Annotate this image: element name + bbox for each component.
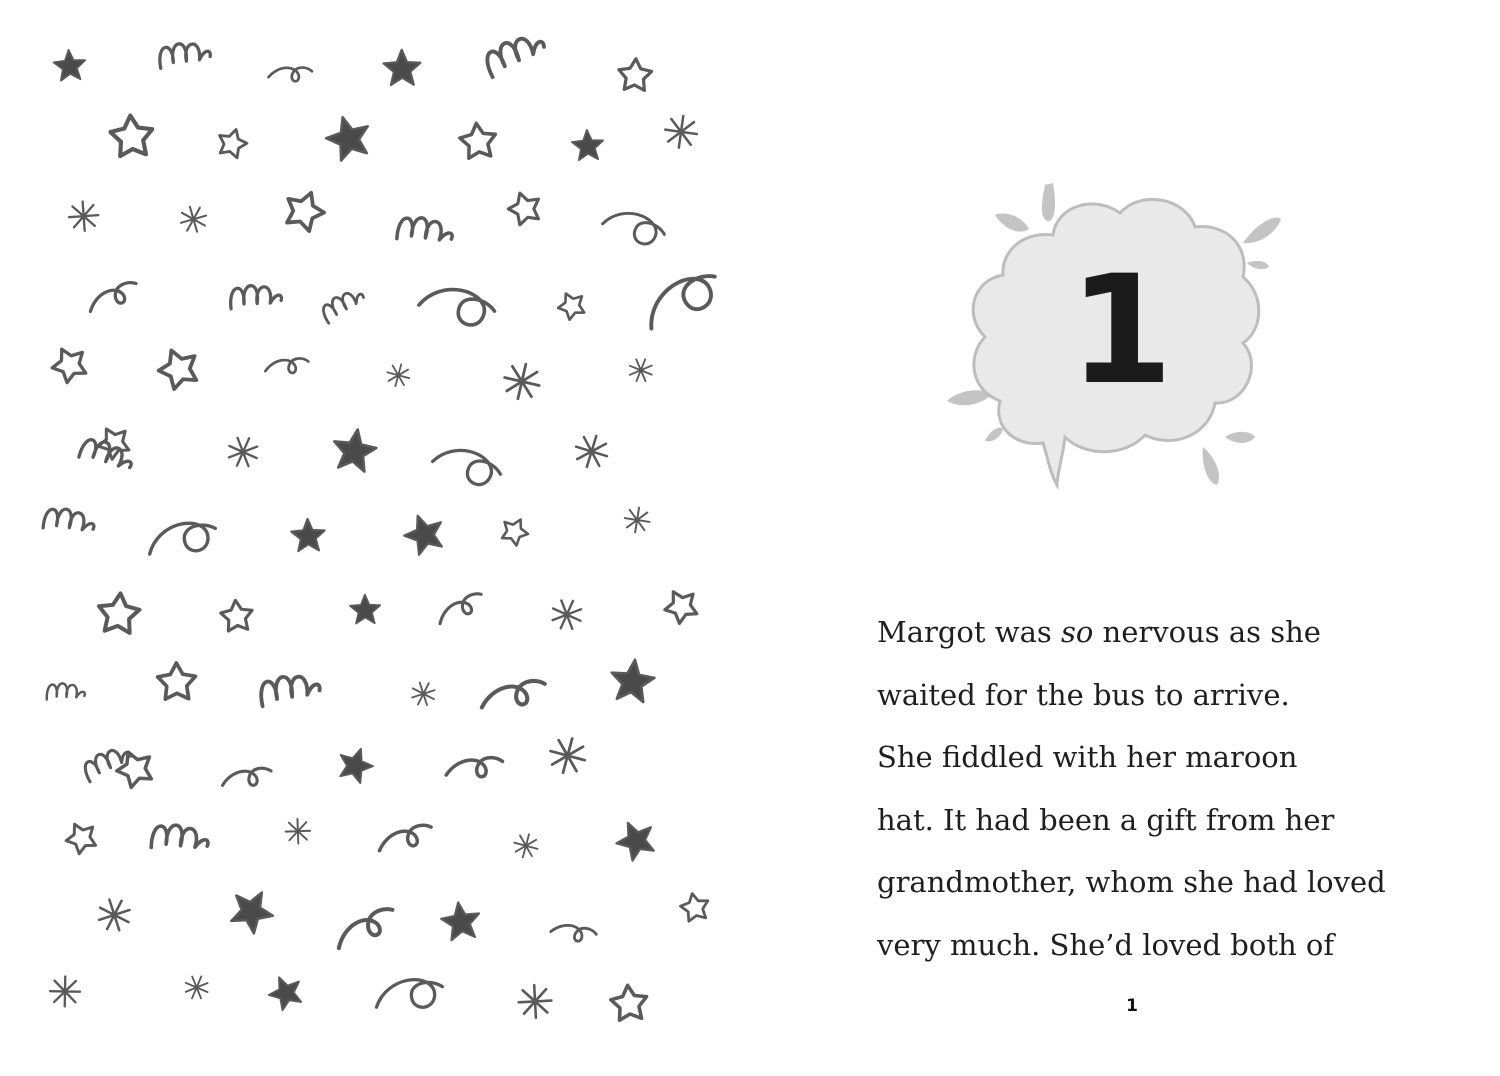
sparkle-icon bbox=[547, 595, 587, 635]
sparkle-icon bbox=[623, 506, 652, 535]
page-number: 1 bbox=[1126, 996, 1138, 1016]
outline-star-icon bbox=[93, 421, 134, 462]
sparkle-icon bbox=[93, 894, 136, 937]
splash-drop-icon bbox=[1247, 261, 1269, 269]
coil-icon bbox=[482, 30, 547, 77]
coil-icon bbox=[259, 672, 321, 706]
coil-icon bbox=[47, 683, 85, 701]
outline-star-icon bbox=[61, 817, 101, 856]
coil-icon bbox=[397, 215, 454, 246]
text-line: waited for the bus to arrive. bbox=[877, 677, 1290, 712]
outline-star-icon bbox=[109, 114, 154, 157]
splash-drop-icon bbox=[1042, 183, 1055, 221]
loop-squiggle-icon bbox=[376, 980, 442, 1008]
sparkle-icon bbox=[518, 984, 552, 1018]
coil-icon bbox=[230, 285, 282, 309]
chapter-number: 1 bbox=[1068, 244, 1174, 418]
star-icon bbox=[439, 900, 482, 941]
cloud-bubble-icon bbox=[945, 165, 1285, 495]
outline-star-icon bbox=[498, 514, 533, 548]
loop-squiggle-icon bbox=[639, 269, 720, 329]
text-line bbox=[877, 601, 1437, 664]
outline-star-icon bbox=[610, 984, 649, 1021]
loop-squiggle-icon bbox=[148, 521, 217, 554]
curl-icon bbox=[264, 357, 309, 375]
sparkle-icon bbox=[409, 679, 439, 709]
doodle-pattern bbox=[40, 30, 720, 1040]
star-icon bbox=[350, 594, 381, 623]
body-text bbox=[877, 601, 1437, 976]
sparkle-icon bbox=[663, 114, 699, 150]
curl-icon bbox=[376, 822, 435, 856]
splash-drop-icon bbox=[985, 428, 1003, 442]
sparkle-icon bbox=[50, 976, 80, 1006]
text-line: She fiddled with her maroon bbox=[877, 740, 1298, 774]
star-icon bbox=[383, 49, 421, 85]
splash-drop-icon bbox=[1243, 217, 1281, 243]
sparkle-icon bbox=[177, 203, 209, 235]
sparkle-icon bbox=[546, 734, 589, 777]
sparkle-icon bbox=[571, 431, 611, 471]
star-icon bbox=[611, 815, 661, 864]
star-icon bbox=[224, 882, 280, 937]
coil-icon bbox=[319, 286, 366, 324]
curl-icon bbox=[445, 756, 504, 781]
star-icon bbox=[264, 971, 307, 1013]
star-icon bbox=[609, 657, 657, 703]
coil-icon bbox=[43, 506, 96, 536]
curl-icon bbox=[221, 766, 273, 790]
curl-icon bbox=[86, 279, 141, 316]
loop-squiggle-icon bbox=[603, 202, 668, 251]
loop-squiggle-icon bbox=[433, 437, 504, 492]
chapter-badge bbox=[945, 165, 1285, 495]
sparkle-icon bbox=[181, 972, 212, 1003]
outline-star-icon bbox=[505, 188, 544, 226]
text-segment: Margot was bbox=[877, 615, 1061, 649]
star-icon bbox=[330, 426, 379, 473]
outline-star-icon bbox=[97, 592, 141, 634]
sparkle-icon bbox=[626, 355, 657, 386]
star-icon bbox=[571, 129, 604, 160]
coil-icon bbox=[79, 435, 136, 474]
curl-icon bbox=[550, 922, 597, 944]
curl-icon bbox=[479, 678, 549, 714]
outline-star-icon bbox=[47, 342, 92, 386]
loop-squiggle-icon bbox=[419, 277, 497, 332]
text-line: hat. It had been a gift from her bbox=[877, 802, 1335, 837]
outline-star-icon bbox=[280, 186, 329, 234]
outline-star-icon bbox=[215, 126, 250, 160]
sparkle-icon bbox=[501, 360, 543, 402]
outline-star-icon bbox=[554, 288, 589, 322]
text-line: grandmother, whom she had loved bbox=[877, 865, 1386, 899]
outline-star-icon bbox=[220, 599, 254, 632]
outline-star-icon bbox=[659, 584, 702, 626]
sparkle-icon bbox=[384, 361, 412, 389]
text-segment: nervous as she bbox=[1093, 615, 1321, 649]
star-icon bbox=[53, 49, 87, 81]
curl-icon bbox=[268, 67, 312, 81]
sparkle-icon bbox=[285, 818, 310, 843]
text-line: very much. She’d loved both of bbox=[877, 927, 1335, 962]
splash-drop-icon bbox=[1225, 432, 1255, 443]
curl-icon bbox=[332, 905, 399, 955]
outline-star-icon bbox=[618, 58, 652, 91]
outline-star-icon bbox=[157, 663, 195, 700]
outline-star-icon bbox=[112, 745, 158, 790]
outline-star-icon bbox=[458, 122, 497, 159]
right-page bbox=[750, 0, 1500, 1076]
star-icon bbox=[399, 509, 448, 557]
star-icon bbox=[334, 743, 377, 785]
coil-icon bbox=[158, 41, 211, 69]
sparkle-icon bbox=[510, 830, 542, 862]
outline-star-icon bbox=[153, 343, 203, 392]
splash-drop-icon bbox=[1203, 447, 1219, 485]
splash-drop-icon bbox=[995, 213, 1029, 231]
curl-icon bbox=[435, 590, 487, 628]
outline-star-icon bbox=[679, 891, 711, 922]
coil-icon bbox=[151, 823, 209, 853]
star-icon bbox=[291, 518, 326, 551]
star-icon bbox=[322, 111, 375, 162]
sparkle-icon bbox=[223, 432, 263, 472]
emphasis-word: so bbox=[1060, 615, 1094, 649]
sparkle-icon bbox=[68, 201, 99, 232]
